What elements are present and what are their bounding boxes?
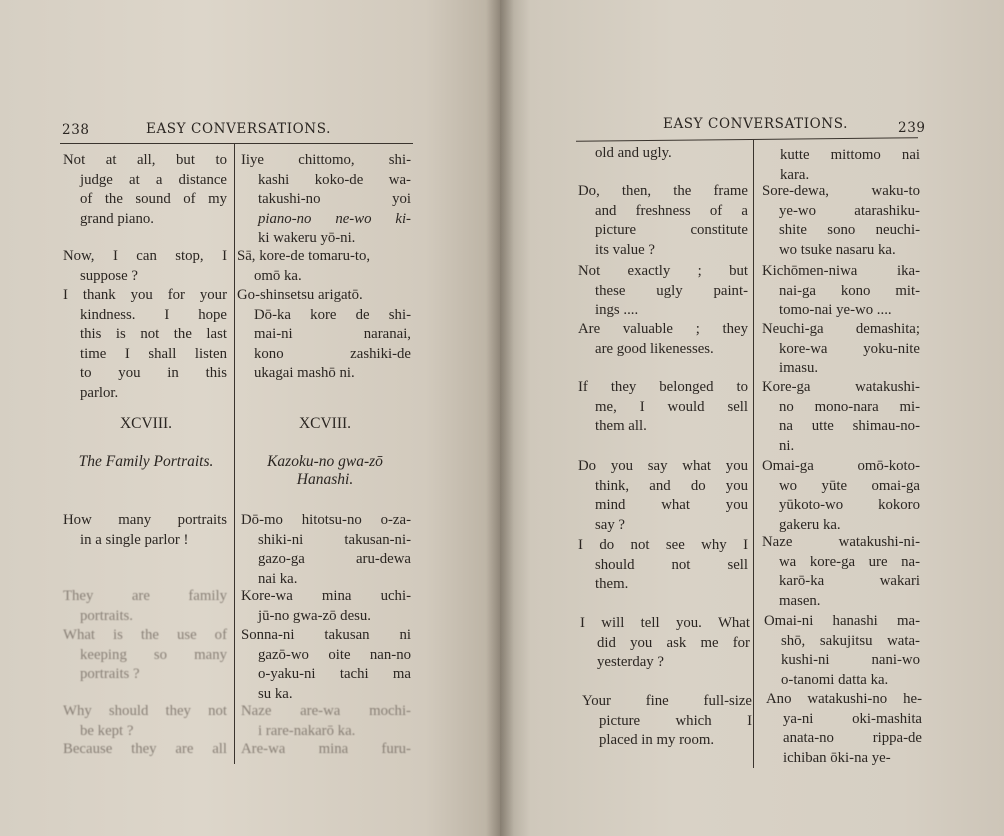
text-line: Are-wa mina furu- — [241, 741, 411, 757]
japanese-entry — [764, 612, 920, 690]
english-entry — [578, 457, 748, 535]
english-entry — [63, 286, 227, 404]
english-entry — [578, 182, 748, 260]
text-line: these ugly paint- — [595, 282, 748, 299]
text-line: anata-no rippa-de — [783, 730, 922, 747]
text-line: Iiye chittomo, shi- — [241, 152, 411, 168]
japanese-entry — [241, 511, 411, 589]
text-line: tomo-nai ye-wo .... — [779, 302, 892, 319]
english-entry — [63, 587, 227, 626]
text-line: i rare-nakarō ka. — [258, 722, 356, 739]
text-line: Naze watakushi-ni- — [762, 534, 920, 550]
text-line: parlor. — [80, 384, 119, 401]
column-divider — [753, 140, 754, 768]
text-line: wo yūte omai-ga — [779, 477, 920, 494]
text-line: grand piano. — [80, 210, 154, 227]
text-line: yesterday ? — [597, 654, 664, 671]
text-line: ukagai mashō ni. — [254, 365, 355, 382]
english-entry — [63, 511, 227, 550]
text-line: to you in this — [80, 365, 227, 382]
text-line: no mono-nara mi- — [779, 398, 920, 415]
japanese-entry — [762, 262, 920, 321]
text-line: Dō-mo hitotsu-no o-za- — [241, 512, 411, 528]
section-number-japanese: XCVIII. — [298, 415, 352, 432]
text-line: Do you say what you — [578, 458, 748, 474]
text-line: Neuchi-ga demashita; — [762, 321, 920, 337]
text-line: portraits. — [80, 607, 134, 624]
english-entry — [578, 536, 748, 595]
section-number-english: XCVIII. — [119, 415, 173, 432]
text-line: ichiban ōki-na ye- — [783, 749, 891, 766]
japanese-entry — [241, 702, 411, 741]
text-line: If they belonged to — [578, 379, 748, 395]
text-line: Kore-wa mina uchi- — [241, 588, 411, 604]
text-line: kushi-ni nani-wo — [781, 652, 920, 669]
japanese-entry — [241, 740, 411, 760]
text-line: Sonna-ni takusan ni — [241, 627, 411, 643]
text-line: picture which I — [599, 712, 752, 729]
text-line: be kept ? — [80, 722, 134, 739]
japanese-entry — [780, 146, 920, 185]
text-line: o-tanomi datta ka. — [781, 671, 889, 688]
text-line: Sā, kore-de tomaru-to, — [237, 248, 371, 264]
text-line: gakeru ka. — [779, 516, 841, 533]
text-line: kutte mittomo nai — [780, 147, 920, 163]
text-line: shiki-ni takusan-ni- — [258, 531, 411, 548]
text-line: think, and do you — [595, 477, 748, 494]
text-line: should not sell — [595, 556, 748, 573]
text-line: Sore-dewa, waku-to — [762, 183, 920, 199]
text-line: wo tsuke nasaru ka. — [779, 241, 896, 258]
text-line: Not at all, but to — [63, 152, 227, 168]
english-entry — [595, 144, 747, 164]
text-line: ye-wo atarashiku- — [779, 202, 920, 219]
text-line: picture constitute — [595, 222, 748, 239]
english-entry — [63, 702, 227, 741]
english-entry — [63, 247, 227, 286]
left-page — [0, 0, 500, 836]
text-line: them. — [595, 576, 629, 593]
japanese-entry — [762, 320, 920, 379]
text-line: kara. — [780, 166, 810, 183]
text-line: na utte shimau-no- — [779, 418, 920, 435]
english-entry — [578, 320, 748, 359]
text-line: time I shall listen — [80, 345, 227, 362]
text-line: Omai-ga omō-koto- — [762, 458, 920, 474]
text-line: me, I would sell — [595, 398, 748, 415]
text-line: keeping so many — [80, 646, 227, 663]
english-entry — [63, 740, 227, 760]
text-line: Omai-ni hanashi ma- — [764, 613, 920, 629]
japanese-entry — [766, 690, 922, 768]
text-line: su ka. — [258, 685, 293, 702]
text-line: are good likenesses. — [595, 340, 714, 357]
text-line: kore-wa yoku-nite — [779, 340, 920, 357]
right-page — [500, 0, 1004, 836]
text-line: shite sono neuchi- — [779, 222, 920, 239]
japanese-entry — [762, 533, 920, 611]
text-line: Ano watakushi-no he- — [766, 691, 922, 707]
text-line: ki wakeru yō-ni. — [258, 230, 356, 247]
text-line: say ? — [595, 516, 625, 533]
english-entry — [582, 692, 752, 751]
text-line: ni. — [779, 437, 795, 454]
text-line: ings .... — [595, 302, 639, 319]
text-line: Kore-ga watakushi- — [762, 379, 920, 395]
japanese-entry — [762, 182, 920, 260]
section-title-english: The Family Portraits. — [78, 453, 214, 470]
text-line: judge at a distance — [80, 171, 227, 188]
text-line: its value ? — [595, 241, 655, 258]
text-line: and freshness of a — [595, 202, 748, 219]
text-line: them all. — [595, 418, 647, 435]
text-line: yūkoto-wo kokoro — [779, 497, 920, 514]
text-line: gazō-wo oite nan-no — [258, 646, 411, 663]
text-line: of the sound of my — [80, 191, 227, 208]
english-entry — [63, 151, 227, 229]
header-rule — [576, 137, 918, 142]
text-line: portraits ? — [80, 666, 140, 683]
japanese-entry — [762, 457, 920, 535]
text-line: I will tell you. What — [580, 615, 750, 631]
section-title-japanese — [238, 453, 412, 489]
english-entry — [63, 626, 227, 685]
book-spine — [486, 0, 514, 836]
text-line: ya-ni oki-mashita — [783, 710, 922, 727]
text-line: gazo-ga aru-dewa — [258, 551, 411, 568]
text-line: placed in my room. — [599, 732, 715, 749]
text-line: old and ugly. — [595, 145, 672, 161]
text-line: How many portraits — [63, 512, 227, 528]
text-line: jū-no gwa-zō desu. — [258, 607, 371, 624]
text-line: Are valuable ; they — [578, 321, 748, 337]
text-line: karō-ka wakari — [779, 573, 920, 590]
japanese-entry — [237, 286, 411, 384]
text-line: Because they are all — [63, 741, 227, 757]
text-line: imasu. — [779, 360, 819, 377]
text-line: nai ka. — [258, 570, 298, 587]
text-line: kono zashiki-de — [254, 345, 411, 362]
text-line: They are family — [63, 588, 227, 604]
text-line: o-yaku-ni tachi ma — [258, 666, 411, 683]
text-line: did you ask me for — [597, 634, 750, 651]
text-line: takushi-no yoi — [258, 191, 411, 208]
text-line: I do not see why I — [578, 537, 748, 553]
english-entry — [578, 378, 748, 437]
text-line: suppose ? — [80, 267, 138, 284]
header-rule — [60, 143, 413, 144]
page-number: 238 — [62, 122, 90, 138]
text-line: Go-shinsetsu arigatō. — [237, 287, 363, 303]
running-head: EASY CONVERSATIONS. — [146, 121, 331, 137]
text-line: Dō-ka kore de shi- — [254, 306, 411, 323]
page-number: 239 — [898, 120, 926, 136]
text-line: Naze are-wa mochi- — [241, 703, 411, 719]
text-line: this is not the last — [80, 326, 227, 343]
japanese-entry — [241, 626, 411, 704]
text-line: Not exactly ; but — [578, 263, 748, 279]
title-line: Hanashi. — [296, 471, 354, 488]
text-line: omō ka. — [254, 267, 302, 284]
text-line: piano-no ne-wo ki- — [258, 210, 411, 227]
text-line: Kichōmen-niwa ika- — [762, 263, 920, 279]
text-line: What is the use of — [63, 627, 227, 643]
english-entry — [578, 262, 748, 321]
english-entry — [580, 614, 750, 673]
japanese-entry — [762, 378, 920, 456]
column-divider — [234, 144, 235, 764]
text-line: Your fine full-size — [582, 693, 752, 709]
text-line: kindness. I hope — [80, 306, 227, 323]
running-head: EASY CONVERSATIONS. — [663, 116, 848, 132]
japanese-entry — [241, 587, 411, 626]
text-line: I thank you for your — [63, 287, 227, 303]
title-line: Kazoku-no gwa-zō — [267, 453, 383, 470]
japanese-entry — [241, 151, 411, 249]
japanese-entry — [237, 247, 411, 286]
text-line: Do, then, the frame — [578, 183, 748, 199]
text-line: mind what you — [595, 497, 748, 514]
text-line: wa kore-ga ure na- — [779, 553, 920, 570]
text-line: Why should they not — [63, 703, 227, 719]
text-line: mai-ni naranai, — [254, 326, 411, 343]
text-line: masen. — [779, 592, 821, 609]
text-line: nai-ga kono mit- — [779, 282, 920, 299]
text-line: kashi koko-de wa- — [258, 171, 411, 188]
text-line: Now, I can stop, I — [63, 248, 227, 264]
text-line: shō, sakujitsu wata- — [781, 632, 920, 649]
text-line: in a single parlor ! — [80, 531, 189, 548]
